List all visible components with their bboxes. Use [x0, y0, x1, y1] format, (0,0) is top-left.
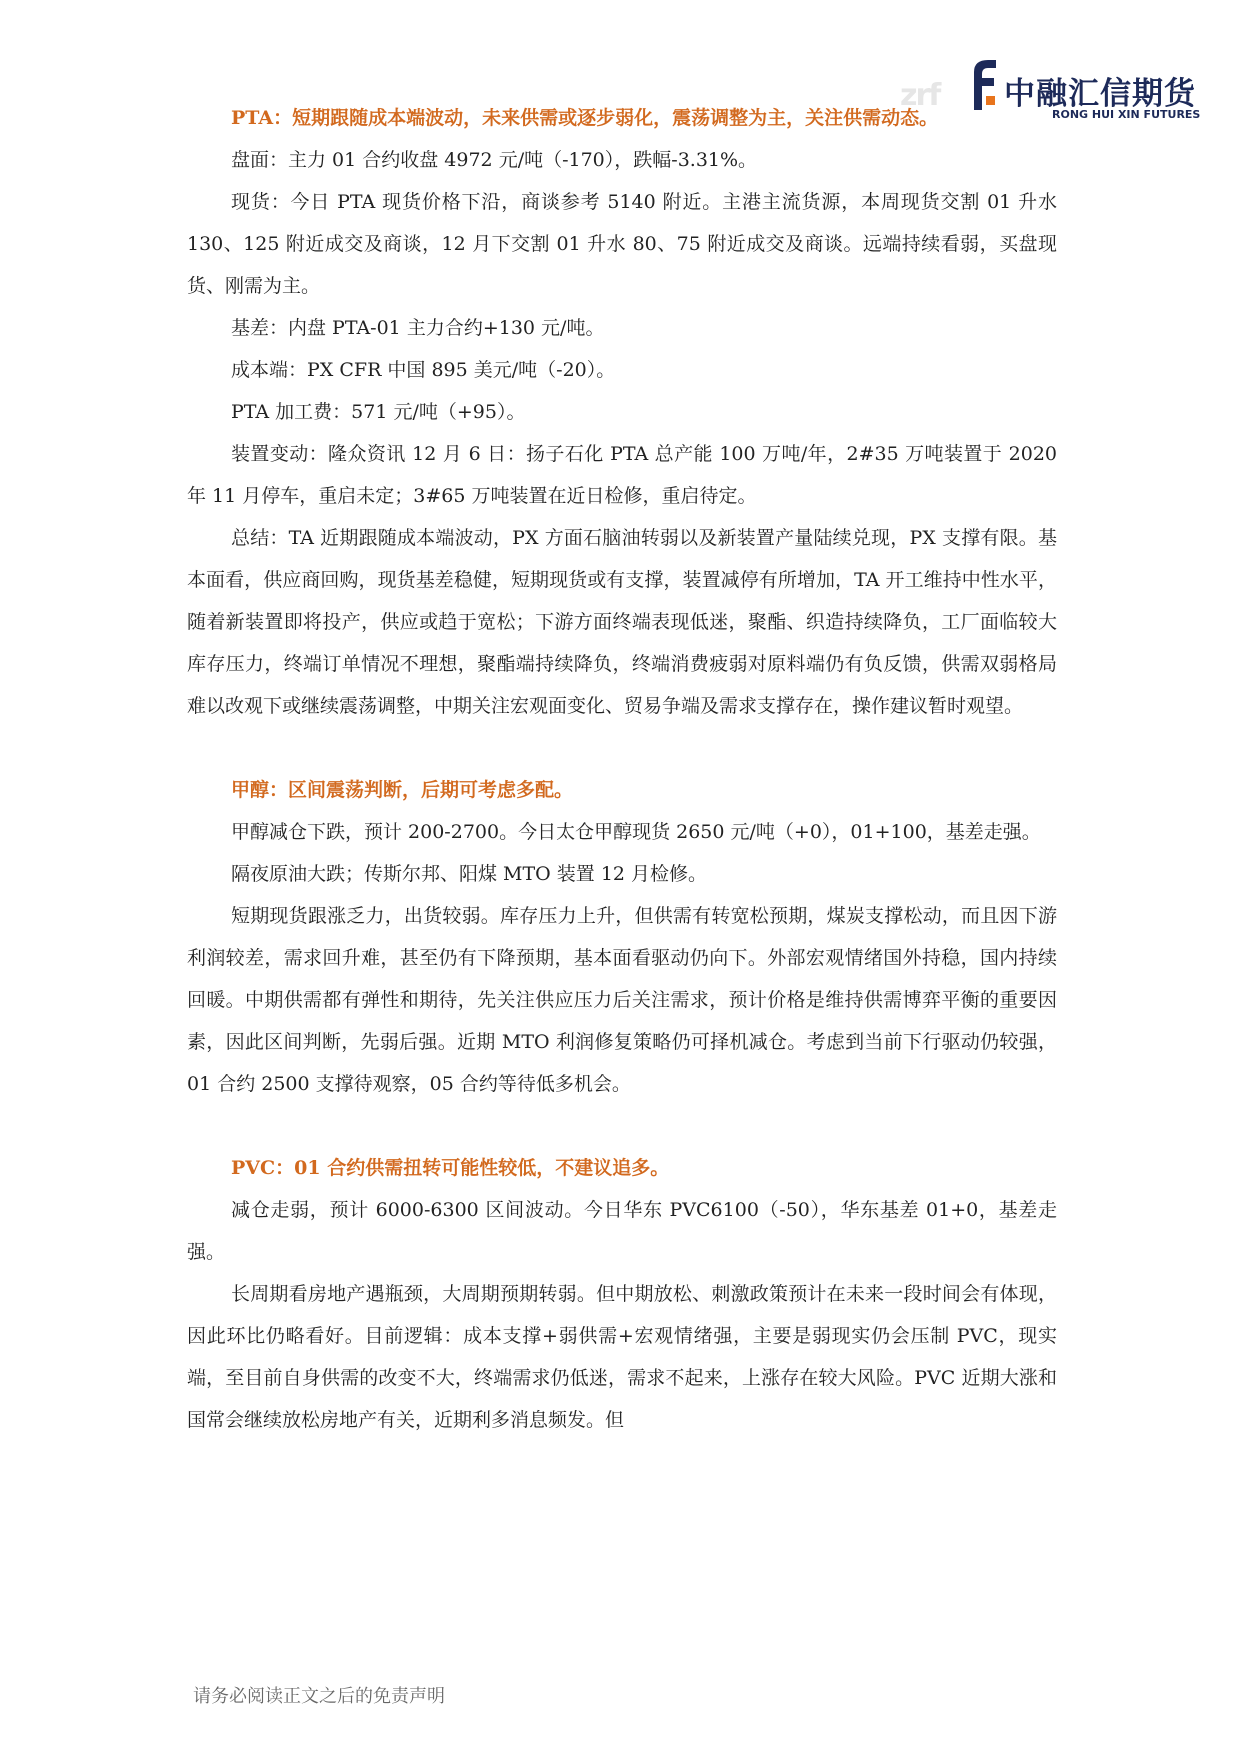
- section-heading: PTA：短期跟随成本端波动，未来供需或逐步弱化，震荡调整为主，关注供需动态。: [231, 107, 939, 129]
- paragraph: 甲醇减仓下跌，预计 200-2700。今日太仓甲醇现货 2650 元/吨（+0），01+100，基差走强。: [231, 821, 1041, 843]
- paragraph: 短期现货跟涨乏力，出货较弱。库存压力上升，但供需有转宽松预期，煤炭支撑松动，而且因下游利润较差，需求回升难，甚至仍有下降预期，基本面看驱动仍向下。外部宏观情绪国外持稳，国内持续回暖。中期供需都有弹性和期待，先关注供应压力后关注需求，预计价格是维持供需博弈平衡的重要因素，因此区间判断，先弱后强。近期 MTO 利润修复策略仍可择机减仓。考虑到当前下行驱动仍较强，01 合约 2500 支撑待观察，05 合约等待低多机会。: [187, 905, 1057, 1095]
- paragraph: 现货：今日 PTA 现货价格下沿，商谈参考 5140 附近。主港主流货源，本周现货交割 01 升水 130、125 附近成交及商谈，12 月下交割 01 升水 80、75 附近成交及商谈。远端持续看弱，买盘现货、刚需为主。: [187, 191, 1057, 297]
- section-pvc: [187, 1147, 1057, 1441]
- section-pta: [187, 97, 1057, 727]
- paragraph: 盘面：主力 01 合约收盘 4972 元/吨（-170），跌幅-3.31%。: [231, 149, 758, 171]
- logo-company-name: 中融汇信期货: [1004, 76, 1196, 112]
- paragraph: 装置变动：隆众资讯 12 月 6 日：扬子石化 PTA 总产能 100 万吨/年，2#35 万吨装置于 2020 年 11 月停车，重启未定；3#65 万吨装置在近日检修，重启待定。: [187, 443, 1057, 507]
- section-spacer: [187, 1105, 1057, 1147]
- paragraph: PTA 加工费：571 元/吨（+95）。: [231, 401, 526, 423]
- paragraph: 隔夜原油大跌；传斯尔邦、阳煤 MTO 装置 12 月检修。: [231, 863, 708, 885]
- paragraph: 长周期看房地产遇瓶颈，大周期预期转弱。但中期放松、刺激政策预计在未来一段时间会有体现，因此环比仍略看好。目前逻辑：成本支撑+弱供需+宏观情绪强，主要是弱现实仍会压制 PVC，现实端，至目前自身供需的改变不大，终端需求仍低迷，需求不起来，上涨存在较大风险。PVC 近期大涨和国常会继续放松房地产有关，近期利多消息频发。但: [187, 1283, 1057, 1431]
- section-spacer: [187, 727, 1057, 769]
- paragraph: 减仓走弱，预计 6000-6300 区间波动。今日华东 PVC6100（-50），华东基差 01+0，基差走强。: [187, 1199, 1057, 1263]
- paragraph: 成本端：PX CFR 中国 895 美元/吨（-20）。: [231, 359, 616, 381]
- paragraph: 基差：内盘 PTA-01 主力合约+130 元/吨。: [231, 317, 605, 339]
- logo-mark-text: zrf: [900, 78, 940, 113]
- section-methanol: [187, 769, 1057, 1105]
- paragraph: 总结：TA 近期跟随成本端波动，PX 方面石脑油转弱以及新装置产量陆续兑现，PX 支撑有限。基本面看，供应商回购，现货基差稳健，短期现货或有支撑，装置减停有所增加，TA 开工维持中性水平，随着新装置即将投产，供应或趋于宽松；下游方面终端表现低迷，聚酯、织造持续降负，工厂面临较大库存压力，终端订单情况不理想，聚酯端持续降负，终端消费疲弱对原料端仍有负反馈，供需双弱格局难以改观下或继续震荡调整，中期关注宏观面变化、贸易争端及需求支撑存在，操作建议暂时观望。: [187, 527, 1057, 717]
- section-heading: PVC：01 合约供需扭转可能性较低，不建议追多。: [231, 1157, 670, 1179]
- section-heading: 甲醇：区间震荡判断，后期可考虑多配。: [231, 779, 574, 801]
- report-body: [187, 97, 1057, 1441]
- disclaimer-footer: 请务必阅读正文之后的免责声明: [193, 1686, 445, 1707]
- logo-company-name-en: RONG HUI XIN FUTURES: [1052, 108, 1201, 121]
